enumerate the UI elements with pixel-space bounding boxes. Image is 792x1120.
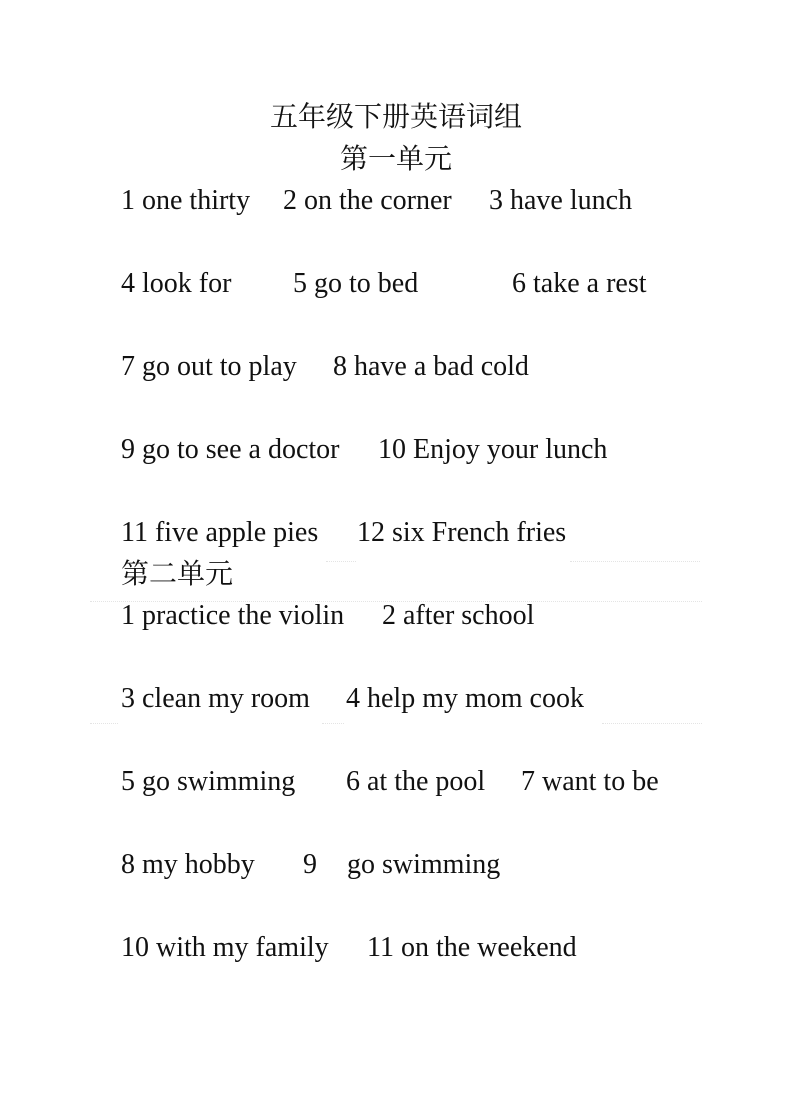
unit1-row-1 <box>0 183 792 219</box>
phrase: 2 on the corner <box>283 185 452 216</box>
unit1-heading: 第一单元 <box>339 142 452 175</box>
phrase: 12 six French fries <box>357 517 567 548</box>
unit1-row-3 <box>0 349 792 385</box>
phrase: 5 go to bed <box>293 268 419 299</box>
phrase: 1 practice the violin <box>121 600 345 631</box>
phrase: 3 have lunch <box>489 185 633 216</box>
phrase: 4 help my mom cook <box>346 683 584 714</box>
divider <box>326 561 356 562</box>
phrase: 2 after school <box>382 600 535 631</box>
unit1-row-4 <box>0 432 792 468</box>
phrase: 4 look for <box>121 268 232 299</box>
divider <box>570 561 700 562</box>
phrase: 10 Enjoy your lunch <box>378 434 608 465</box>
unit2-row-2 <box>0 681 792 717</box>
phrase: 6 take a rest <box>512 268 647 299</box>
phrase: 7 go out to play <box>121 351 297 382</box>
unit1-row-5 <box>0 515 792 551</box>
phrase: 5 go swimming <box>121 766 296 797</box>
unit2-row-1 <box>0 598 792 634</box>
phrase: go swimming <box>347 849 501 880</box>
divider <box>602 723 702 724</box>
phrase: 1 one thirty <box>121 185 251 216</box>
unit1-row-2 <box>0 266 792 302</box>
unit2-row-5 <box>0 930 792 966</box>
phrase: 9 go to see a doctor <box>121 434 340 465</box>
phrase: 11 on the weekend <box>367 932 577 963</box>
phrase: 8 have a bad cold <box>333 351 529 382</box>
phrase: 6 at the pool <box>346 766 486 797</box>
unit2-heading: 第二单元 <box>121 557 234 590</box>
phrase: 7 want to be <box>521 766 659 797</box>
phrase: 11 five apple pies <box>121 517 319 548</box>
phrase: 3 clean my room <box>121 683 310 714</box>
phrase: 8 my hobby <box>121 849 255 880</box>
phrase: 9 <box>303 849 317 880</box>
phrase: 10 with my family <box>121 932 329 963</box>
document-title: 五年级下册英语词组 <box>269 100 522 133</box>
divider <box>322 723 344 724</box>
divider <box>90 723 118 724</box>
unit2-row-4 <box>0 847 792 883</box>
unit2-row-3 <box>0 764 792 800</box>
